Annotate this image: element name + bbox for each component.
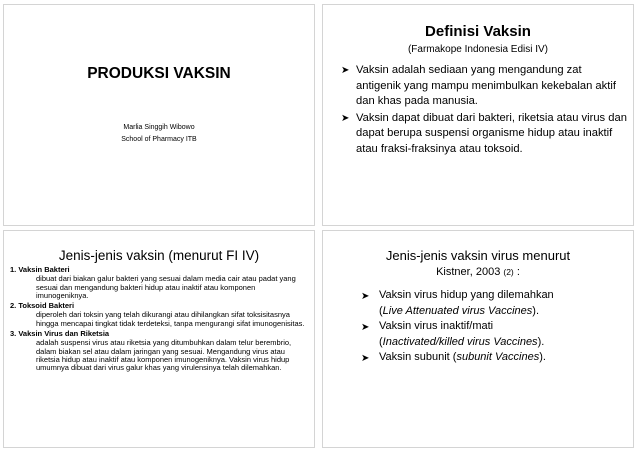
citation-colon: : xyxy=(516,266,520,278)
bullet-text: Vaksin subunit ( xyxy=(379,351,457,363)
item-heading: 1. Vaksin Bakteri xyxy=(10,265,70,274)
bullet-text: Vaksin adalah sediaan yang mengandung zat antigenik yang mampu menimbulkan kekebalan aktif dan khas pada manusia. xyxy=(356,64,616,107)
list-item xyxy=(363,350,627,366)
bullet-italic-text: subunit Vaccines xyxy=(456,351,540,363)
virus-vaccine-list xyxy=(363,288,627,366)
school-name: School of Pharmacy ITB xyxy=(121,136,197,143)
arrow-bullet-icon: ➤ xyxy=(361,322,370,333)
citation-text: Kistner, 2003 xyxy=(436,266,501,278)
item-text: adalah suspensi virus atau riketsia yang ditumbuhkan dalam telur berembrio, dalam biakan sel atau dalam jaringan yang sesuai. Mengandung virus atau riketsia hidup atau inaktif atau komponen imunogeniknya. Vaksin virus hidup umumnya dibuat dari virus galur khas yang virulensinya telah dilemahkan. xyxy=(36,338,292,373)
bullet-text: Vaksin virus hidup yang dilemahkan xyxy=(379,289,554,301)
bullet-paren-open: ( xyxy=(379,335,383,348)
bullet-italic-text: Inactivated/killed virus Vaccines xyxy=(382,335,538,348)
item-text: diperoleh dari toksin yang telah dikurangi atau dihilangkan sifat toksisitasnya hingga mencapai tingkat tidak terdeteksi, tanpa mengurangi sifat imunogenisitas. xyxy=(36,310,305,328)
item-heading: 3. Vaksin Virus dan Riketsia xyxy=(10,329,110,339)
list-item xyxy=(341,63,627,110)
arrow-bullet-icon: ➤ xyxy=(361,291,370,302)
bullet-paren-close: ). xyxy=(539,351,546,363)
slide-4-title: Jenis-jenis vaksin virus menurut xyxy=(385,248,571,263)
slide-2 xyxy=(322,4,634,226)
reference-number: (2) xyxy=(503,267,514,277)
slide-4 xyxy=(322,230,634,448)
slide-1-title: PRODUKSI VAKSIN xyxy=(87,65,231,82)
arrow-bullet-icon: ➤ xyxy=(361,353,370,364)
bullet-paren-close: ). xyxy=(537,335,545,348)
item-text: dibuat dari biakan galur bakteri yang sesuai dalam media cair atau padat yang sesuai dan mengandung bakteri hidup atau inaktif atau komponen imunogeniknya. xyxy=(36,274,296,300)
arrow-bullet-icon: ➤ xyxy=(341,112,350,124)
bullet-paren-open: ( xyxy=(379,304,383,317)
bullet-paren-close: ). xyxy=(532,304,540,317)
bullet-text: Vaksin dapat dibuat dari bakteri, riketsia atau virus dan dapat berupa suspensi organisme hidup atau inaktif atau fraksi-fraksinya atau toksoid. xyxy=(356,111,627,155)
author-name: Marlia Singgih Wibowo xyxy=(123,124,195,131)
slide-2-subtitle: (Farmakope Indonesia Edisi IV) xyxy=(407,44,549,55)
bullet-text: Vaksin virus inaktif/mati xyxy=(379,320,494,332)
item-heading: 2. Toksoid Bakteri xyxy=(10,301,75,311)
slide-3 xyxy=(3,230,315,448)
slide-1 xyxy=(3,4,315,226)
bullet-italic-text: Live Attenuated virus Vaccines xyxy=(382,304,533,317)
list-item xyxy=(363,288,627,319)
arrow-bullet-icon: ➤ xyxy=(341,65,350,76)
vaccine-types-list xyxy=(10,265,306,375)
slide-3-title: Jenis-jenis vaksin (menurut FI IV) xyxy=(58,248,260,263)
definition-list xyxy=(341,63,627,158)
list-item xyxy=(341,111,627,158)
slide-2-title: Definisi Vaksin xyxy=(425,23,531,40)
list-item xyxy=(363,319,627,350)
slide-4-subtitle xyxy=(323,266,633,278)
